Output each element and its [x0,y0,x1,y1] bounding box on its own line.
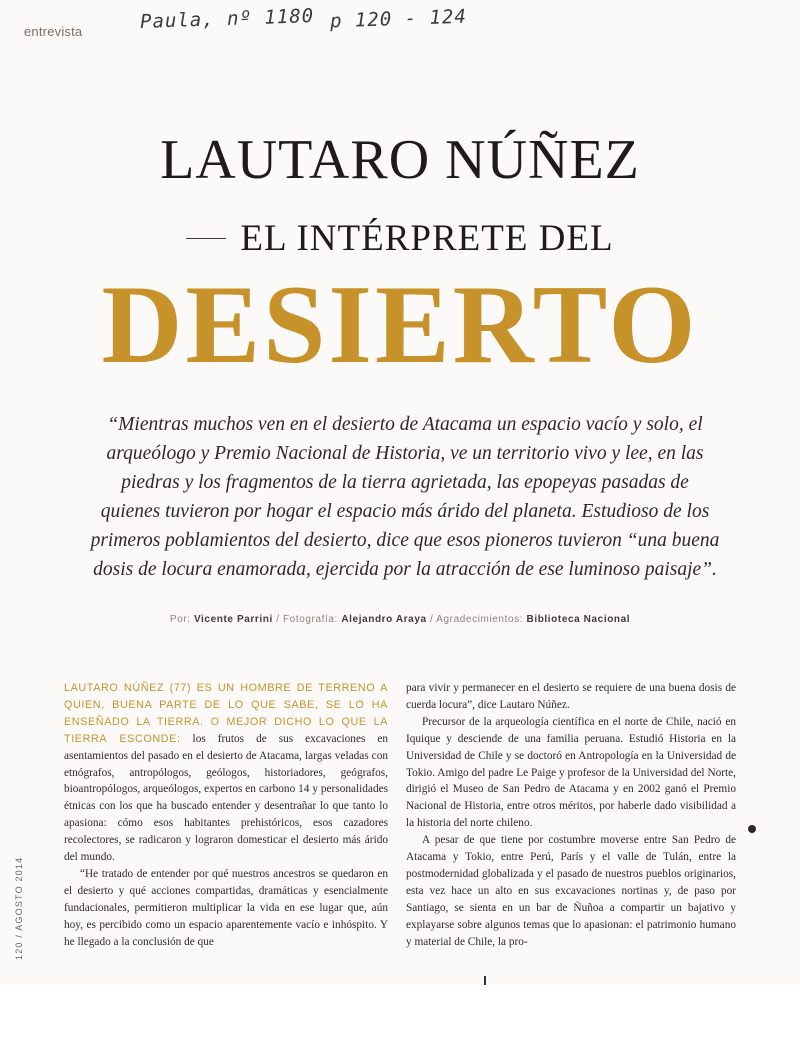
headline-accent: DESIERTO [101,263,699,387]
body-column-left [64,680,388,951]
headline-name: LAUTARO NÚÑEZ [160,129,640,191]
handwritten-note: Paula, nº 1180 [139,4,315,34]
handwritten-page-range: p 120 - 124 [329,5,468,33]
body-paragraph-text: los frutos de sus excavaciones en asentamientos del pasado en el desierto de Atacama, largas veladas con etnógrafos, antropólogos, geólogos, historiadores, geógrafos, bioantropólogos, arqueólogos, expertos en carbono 14 y personalidades étnicas con los que ha buscado entender y desentrañar lo que tanto lo apasiona: cómo esos habitantes prehistóricos, esos cazadores recolectores, se radicaron y lograron domesticar el desierto más árido del mundo. [64,732,389,864]
body-paragraph [64,680,388,866]
byline-credits [0,614,800,625]
section-label: entrevista [24,24,83,39]
headline-sub-row [0,214,800,262]
body-paragraph: A pesar de que tiene por costumbre moverse entre San Pedro de Atacama y Tokio, entre Perú, París y el valle de Tulán, entre la postmodernidad globalizada y el pasado de nuestros pueblos originarios, esta vez hace un alto en sus excavaciones nortinas y, de paso por Santiago, se sienta en un bar de Ñuñoa a compartir un bajativo y explayarse sobre algunos temas que lo apasionan: el patrimonio humano y material de Chile, la pro- [406,834,736,948]
scan-mark [484,976,486,985]
body-lead-in: LAUTARO NÚÑEZ (77) ES UN HOMBRE DE TERRENO A QUIEN, BUENA PARTE DE LO QUE SABE, SE LO HA ENSEÑADO LA TIERRA. O MEJOR DICHO LO QUE LA TIERRA ESCONDE: [64,682,388,745]
body-column-right [406,680,736,951]
page-folio: 120 / AGOSTO 2014 [14,856,24,960]
body-paragraph: Precursor de la arqueología científica en el norte de Chile, nació en Iquique y desciende de una familia peruana. Estudió Historia en la Universidad de Chile y se doctoró en Antropología en la Universidad de Tokio. Amigo del padre Le Paige y profesor de la Universidad del Norte, dirigió el Museo de San Pedro de Atacama y en 2002 ganó el Premio Nacional de Historia, entre otros méritos, por haberle dado visibilidad a la historia del norte chileno. [406,715,736,830]
body-paragraph: para vivir y permanecer en el desierto se requiere de una buena dosis de cuerda locura”, dice Lautaro Núñez. [406,682,736,711]
thanks-name: Biblioteca Nacional [526,614,631,625]
photographer-name: Alejandro Araya [341,614,427,625]
headline-rule [186,238,226,239]
headline-sub: EL INTÉRPRETE DEL [240,217,614,259]
author-name: Vicente Parrini [193,614,273,625]
margin-dot [748,825,756,833]
thanks-label: / Agradecimientos: [430,614,524,625]
byline-label: Por: [169,614,191,625]
photo-label: / Fotografía: [276,614,338,625]
lead-paragraph: “Mientras muchos ven en el desierto de Atacama un espacio vacío y solo, el arqueólogo y Premio Nacional de Historia, ve un territorio vivo y lee, en las piedras y los fragmentos de la tierra agrietada, las epopeyas pasadas de quienes tuvieron por hogar el espacio más árido del planeta. Estudioso de los primeros poblamientos del desierto, dice que esos pioneros tuvieron “una buena dosis de locura enamorada, ejercida por la atracción de ese luminoso paisaje”. [90,414,720,580]
body-paragraph: “He tratado de entender por qué nuestros ancestros se quedaron en el desierto y qué acciones compartidas, dramáticas y esencialmente fundacionales, permitieron multiplicar la vida en ese lugar que, aún hoy, es percibido como un espacio aparentemente vacío e inhóspito. Y he llegado a la conclusión de que [64,867,388,948]
